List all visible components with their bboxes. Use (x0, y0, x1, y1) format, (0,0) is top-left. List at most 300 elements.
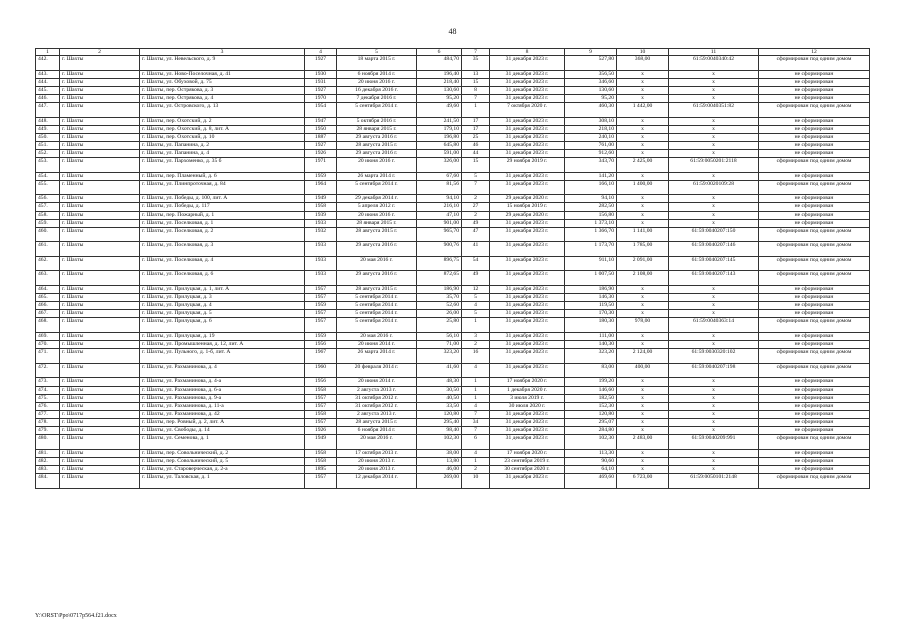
table-cell: 900,76 (417, 242, 462, 257)
table-cell: 15 (462, 158, 490, 173)
table-cell: г. Шахты, ул. Рахманинова, д. 42 (140, 410, 305, 418)
table-cell: 5 сентября 2014 г. (337, 310, 417, 318)
table-cell: сформирован под одним домом (759, 56, 870, 71)
table-cell: 61:59:0040207:150 (669, 227, 759, 242)
table-cell: 2 (462, 211, 490, 219)
table-cell: 28 августа 2015 г. (337, 141, 417, 149)
table-cell: 16 (462, 349, 490, 364)
table-cell: 61:59:0040207:143 (669, 271, 759, 286)
table-cell: г. Шахты, ул. Пульного, д. 1-б, лит. А (140, 349, 305, 364)
table-cell: 1956 (305, 341, 337, 349)
table-cell: 1 173,70 (565, 242, 617, 257)
table-cell: не сформирован (759, 426, 870, 434)
table-cell: x (617, 70, 669, 78)
table-cell: не сформирован (759, 394, 870, 402)
table-cell: 1 400,00 (617, 180, 669, 195)
table-cell: x (617, 310, 669, 318)
table-cell: г. Шахты, ул. Прилуцкая, д. 3 (140, 294, 305, 302)
table-cell: 911,10 (565, 256, 617, 271)
table-cell: 113,30 (565, 449, 617, 457)
table-cell: 12 декабря 2014 г. (337, 473, 417, 488)
table-cell: 4 (462, 363, 490, 378)
table-cell: x (669, 78, 759, 86)
table-cell: 28 августа 2015 г. (337, 286, 417, 294)
table-cell: 199,20 (565, 378, 617, 386)
table-cell: 120,80 (565, 410, 617, 418)
table-cell: 1964 (305, 180, 337, 195)
table-cell: 484,70 (417, 56, 462, 71)
table-cell: 463. (36, 271, 60, 286)
table-cell: сформирован под одним домом (759, 256, 870, 271)
table-cell: сформирован под одним домом (759, 473, 870, 488)
table-cell: 1 (462, 318, 490, 333)
table-row (36, 349, 870, 364)
table-cell: не сформирован (759, 125, 870, 133)
table-cell: 31 декабря 2023 г. (490, 271, 565, 286)
table-cell: не сформирован (759, 133, 870, 141)
table-cell: 454. (36, 172, 60, 180)
table-row (36, 141, 870, 149)
table-row (36, 310, 870, 318)
table-cell: x (617, 149, 669, 157)
table-cell: 146,60 (565, 386, 617, 394)
table-cell: 26 марта 2014 г. (337, 349, 417, 364)
table-cell: 61:59:0050101:2148 (669, 473, 759, 488)
table-cell: 240,10 (565, 133, 617, 141)
table-cell: 31 декабря 2023 г. (490, 349, 565, 364)
table-cell: x (617, 386, 669, 394)
table-cell: г. Шахты, ул. Обуховой, д. 75 (140, 78, 305, 86)
table-cell: x (617, 195, 669, 203)
table-cell: г. Шахты (60, 349, 140, 364)
table-cell: г. Шахты, ул. Прилуцкая, д. 1, лит. А (140, 286, 305, 294)
table-cell: г. Шахты (60, 418, 140, 426)
table-cell: г. Шахты, ул. Рахманинова, д. 4 (140, 363, 305, 378)
table-row (36, 341, 870, 349)
table-cell: 31 декабря 2023 г. (490, 426, 565, 434)
table-cell: x (617, 394, 669, 402)
table-cell: г. Шахты, ул. Прилуцкая, д. 19 (140, 333, 305, 341)
table-cell: г. Шахты (60, 378, 140, 386)
table-cell: 978,00 (617, 318, 669, 333)
table-cell: 40,50 (417, 394, 462, 402)
table-cell: 7 (462, 180, 490, 195)
table-cell: x (669, 219, 759, 227)
table-cell: 31 декабря 2023 г. (490, 133, 565, 141)
table-cell: 1959 (305, 172, 337, 180)
table-cell: г. Шахты (60, 70, 140, 78)
table-cell: 35 (462, 56, 490, 71)
table-cell: г. Шахты (60, 125, 140, 133)
table-cell: x (669, 341, 759, 349)
table-cell: не сформирован (759, 333, 870, 341)
table-cell: 5 сентября 2014 г. (337, 102, 417, 117)
table-cell: г. Шахты (60, 211, 140, 219)
table-cell: 7 декабря 2016 г. (337, 94, 417, 102)
table-cell: 470. (36, 341, 60, 349)
table-cell: 30,50 (417, 386, 462, 394)
table-cell: 29 августа 2016 г. (337, 149, 417, 157)
table-cell: x (669, 302, 759, 310)
table-cell: сформирован под одним домом (759, 102, 870, 117)
table-cell: 15 ноября 2019 г. (490, 203, 565, 211)
column-header: 5 (337, 49, 417, 56)
table-cell: x (669, 310, 759, 318)
table-cell: 25,80 (417, 318, 462, 333)
table-cell: 54 (462, 256, 490, 271)
table-cell: 1957 (305, 318, 337, 333)
table-cell: не сформирован (759, 341, 870, 349)
table-row (36, 410, 870, 418)
table-cell: 1950 (305, 125, 337, 133)
table-cell: 1958 (305, 386, 337, 394)
table-cell: не сформирован (759, 294, 870, 302)
table-cell: 17 (462, 125, 490, 133)
table-cell: сформирован под одним домом (759, 227, 870, 242)
table-cell: x (669, 195, 759, 203)
table-cell: 7 (462, 94, 490, 102)
table-row (36, 256, 870, 271)
table-cell: 12 (462, 286, 490, 294)
table-row (36, 386, 870, 394)
table-cell: x (617, 426, 669, 434)
table-cell: 20 июня 2013 г. (337, 465, 417, 473)
table-cell: 15 (462, 78, 490, 86)
table-cell: x (669, 449, 759, 457)
table-cell: г. Шахты, ул. Рахманинова, д. 4-а (140, 378, 305, 386)
table-cell: г. Шахты, ул. Прилуцкая, д. 5 (140, 310, 305, 318)
table-cell: 451. (36, 141, 60, 149)
table-row (36, 149, 870, 157)
table-cell: 1967 (305, 349, 337, 364)
table-cell: 31 декабря 2023 г. (490, 86, 565, 94)
table-cell: 6 723,00 (617, 473, 669, 488)
table-cell: 1 785,00 (617, 242, 669, 257)
table-row (36, 219, 870, 227)
table-cell: 465. (36, 294, 60, 302)
table-cell: 61:59:0040207:146 (669, 242, 759, 257)
table-cell: г. Шахты (60, 363, 140, 378)
table-cell: г. Шахты, ул. Рахманинова, д. 6-а (140, 386, 305, 394)
table-cell: 13 (462, 70, 490, 78)
table-cell: г. Шахты (60, 271, 140, 286)
table-cell: 186,90 (417, 286, 462, 294)
table-cell: 1887 (305, 133, 337, 141)
table-cell: 218,10 (565, 125, 617, 133)
table-cell: 1 (462, 386, 490, 394)
table-row (36, 158, 870, 173)
table-cell: сформирован под одним домом (759, 158, 870, 173)
table-cell: г. Шахты, ул. Плинпроточная, д. 84 (140, 180, 305, 195)
table-cell: x (617, 219, 669, 227)
table-cell: 308,10 (565, 117, 617, 125)
column-header: 10 (617, 49, 669, 56)
table-cell: 25 (462, 133, 490, 141)
table-cell: 460,30 (565, 102, 617, 117)
table-cell: 1957 (305, 310, 337, 318)
table-cell: 1957 (305, 394, 337, 402)
table-cell: 31 декабря 2023 г. (490, 141, 565, 149)
table-cell: 61:59:0040363:14 (669, 318, 759, 333)
table-cell: x (617, 341, 669, 349)
table-cell: 47,10 (417, 211, 462, 219)
table-cell: г. Шахты, пер. Совольничеcкий, д. 2 (140, 449, 305, 457)
table-cell: 282,50 (565, 203, 617, 211)
table-cell: 30 сентября 2020 г. (490, 465, 565, 473)
table-cell: x (669, 426, 759, 434)
table-cell: 29 августа 2016 г. (337, 133, 417, 141)
table-cell: 1927 (305, 86, 337, 94)
table-cell: 2 425,00 (617, 158, 669, 173)
table-cell: г. Шахты (60, 117, 140, 125)
table-cell: 5 сентября 2014 г. (337, 294, 417, 302)
table-cell: 965,70 (417, 227, 462, 242)
table-cell: x (669, 117, 759, 125)
table-row (36, 435, 870, 450)
table-cell: 448. (36, 117, 60, 125)
table-row (36, 203, 870, 211)
table-cell: 343,70 (565, 158, 617, 173)
table-cell: г. Шахты (60, 180, 140, 195)
table-cell: x (669, 86, 759, 94)
table-cell: 29 декабря 2020 г. (490, 211, 565, 219)
table-cell: 31 декабря 2023 г. (490, 418, 565, 426)
table-row (36, 394, 870, 402)
table-cell: 1927 (305, 56, 337, 71)
table-cell: 1 (462, 378, 490, 386)
table-cell: 130,60 (565, 86, 617, 94)
table-cell: сформирован под одним домом (759, 271, 870, 286)
table-cell: 443. (36, 70, 60, 78)
table-cell: 1949 (305, 435, 337, 450)
table-cell: 483. (36, 465, 60, 473)
table-cell: 61:59:0030320:102 (669, 349, 759, 364)
table-cell: 102,30 (565, 435, 617, 450)
table-cell: не сформирован (759, 286, 870, 294)
table-cell: 453. (36, 158, 60, 173)
table-cell: 469. (36, 333, 60, 341)
table-cell: 17 октября 2013 г. (337, 449, 417, 457)
table-row (36, 102, 870, 117)
table-cell: г. Шахты (60, 242, 140, 257)
table-cell: 1895 (305, 465, 337, 473)
table-cell: не сформирован (759, 402, 870, 410)
table-cell: 30 июля 2020 г. (490, 402, 565, 410)
table-cell: не сформирован (759, 310, 870, 318)
column-header: 6 (417, 49, 462, 56)
table-cell: г. Шахты, ул. Поселковая, д. 6 (140, 271, 305, 286)
table-cell: 61:59:0040340:42 (669, 56, 759, 71)
table-cell: x (669, 94, 759, 102)
table-cell: 17 ноября 2020 г. (490, 449, 565, 457)
table-row (36, 378, 870, 386)
table-cell: сформирован под одним домом (759, 242, 870, 257)
column-header: 4 (305, 49, 337, 56)
table-cell: 141,20 (565, 172, 617, 180)
table-cell: x (617, 211, 669, 219)
table-cell: 20 мая 2016 г. (337, 435, 417, 450)
table-cell: 94,10 (565, 195, 617, 203)
table-cell: 31 декабря 2023 г. (490, 219, 565, 227)
table-cell: г. Шахты, ул. Поселковая, д. 1 (140, 219, 305, 227)
table-cell: 170,30 (565, 310, 617, 318)
table-cell: 481. (36, 449, 60, 457)
table-cell: сформирован под одним домом (759, 363, 870, 378)
table-cell: 449. (36, 125, 60, 133)
table-cell: 20 июня 2016 г. (337, 211, 417, 219)
table-cell: сформирован под одним домом (759, 180, 870, 195)
table-cell: 5 сентября 2014 г. (337, 302, 417, 310)
table-cell: x (669, 294, 759, 302)
table-cell: x (617, 378, 669, 386)
table-cell: 1 007,50 (565, 271, 617, 286)
table-cell: 400,00 (617, 363, 669, 378)
table-cell: 446. (36, 94, 60, 102)
table-cell: 1959 (305, 333, 337, 341)
table-cell: не сформирован (759, 149, 870, 157)
table-cell: 6 ноября 2014 г. (337, 70, 417, 78)
column-header: 12 (759, 49, 870, 56)
table-cell: 527,80 (565, 56, 617, 71)
table-cell: г. Шахты, ул. Папанина, д. 2 (140, 141, 305, 149)
table-cell: 31 декабря 2023 г. (490, 94, 565, 102)
column-header: 2 (60, 49, 140, 56)
table-cell: не сформирован (759, 449, 870, 457)
table-cell: 20 июня 2014 г. (337, 341, 417, 349)
table-cell: 29 декабря 2014 г. (337, 195, 417, 203)
table-cell: 46,00 (417, 465, 462, 473)
table-cell: 471. (36, 349, 60, 364)
table-cell: 1927 (305, 141, 337, 149)
table-cell: 1958 (305, 449, 337, 457)
table-cell: г. Шахты (60, 203, 140, 211)
table-row (36, 180, 870, 195)
table-cell: x (617, 294, 669, 302)
table-cell: г. Шахты, ул. Победы, д. 100, лит. А (140, 195, 305, 203)
table-cell: 1 декабря 2020 г. (490, 386, 565, 394)
table-cell: 31 декабря 2023 г. (490, 149, 565, 157)
table-cell: 368,00 (617, 56, 669, 71)
table-cell: 1926 (305, 426, 337, 434)
table-cell: 2 (462, 465, 490, 473)
table-cell: 1 141,00 (617, 227, 669, 242)
table-row (36, 302, 870, 310)
table-cell: 31 декабря 2023 г. (490, 180, 565, 195)
table-cell: 479. (36, 426, 60, 434)
table-cell: 459. (36, 219, 60, 227)
table-cell: г. Шахты (60, 158, 140, 173)
table-cell: x (617, 172, 669, 180)
table-cell: 460. (36, 227, 60, 242)
table-row (36, 195, 870, 203)
table-cell: 71,00 (417, 341, 462, 349)
table-cell: не сформирован (759, 302, 870, 310)
table-cell: 1958 (305, 203, 337, 211)
table-row (36, 457, 870, 465)
table-cell: 1954 (305, 102, 337, 117)
table-cell: 1958 (305, 457, 337, 465)
table-cell: г. Шахты (60, 102, 140, 117)
table-row (36, 242, 870, 257)
table-cell: 456. (36, 195, 60, 203)
table-cell: сформирован под одним домом (759, 435, 870, 450)
table-cell: 2 124,00 (617, 349, 669, 364)
table-cell: 1 442,00 (617, 102, 669, 117)
table-cell: не сформирован (759, 465, 870, 473)
file-path-footer: Y:\ORST\Ppo\0717p564.f21.docx (35, 613, 117, 619)
table-cell: 1 366,70 (565, 227, 617, 242)
table-cell: x (617, 141, 669, 149)
table-cell: 474. (36, 386, 60, 394)
table-cell: г. Шахты, ул. Прилуцкая, д. 4 (140, 302, 305, 310)
table-cell: x (669, 394, 759, 402)
table-cell: 47 (462, 227, 490, 242)
table-cell: 61:59:0040209:991 (669, 435, 759, 450)
table-cell: 20 февраля 2014 г. (337, 363, 417, 378)
table-cell: 1958 (305, 410, 337, 418)
table-cell: г. Шахты (60, 172, 140, 180)
table-cell: 29 августа 2016 г. (337, 271, 417, 286)
table-cell: 20 мая 2016 г. (337, 333, 417, 341)
table-cell: г. Шахты (60, 426, 140, 434)
table-cell: x (617, 402, 669, 410)
table-cell: г. Шахты (60, 133, 140, 141)
table-cell: г. Шахты, ул. Семенова, д. 1 (140, 435, 305, 450)
table-cell: 5 сентября 2014 г. (337, 180, 417, 195)
table-cell: 442. (36, 56, 60, 71)
table-cell: г. Шахты (60, 465, 140, 473)
table-cell: 61:59:0040207:198 (669, 363, 759, 378)
table-cell: 83,00 (565, 363, 617, 378)
table-cell: x (669, 402, 759, 410)
table-cell: 61:59:0020109:28 (669, 180, 759, 195)
table-cell: 458. (36, 211, 60, 219)
table-cell: 33,50 (417, 402, 462, 410)
table-cell: 462. (36, 256, 60, 271)
table-cell: г. Шахты, ул. Староверческая, д. 2-а (140, 465, 305, 473)
table-cell: 17 (462, 117, 490, 125)
table-cell: г. Шахты, ул. Ново-Поселочная, д. 41 (140, 70, 305, 78)
table-cell: г. Шахты (60, 286, 140, 294)
table-cell: не сформирован (759, 117, 870, 125)
table-cell: 120,80 (417, 410, 462, 418)
table-cell: 31 декабря 2023 г. (490, 286, 565, 294)
table-cell: г. Шахты, ул. Поселковая, д. 2 (140, 227, 305, 242)
table-cell: 6 ноября 2014 г. (337, 426, 417, 434)
table-cell: 1957 (305, 402, 337, 410)
table-cell: 2 августа 2013 г. (337, 386, 417, 394)
table-cell: 1933 (305, 256, 337, 271)
table-cell: 1930 (305, 70, 337, 78)
table-cell: 31 декабря 2023 г. (490, 310, 565, 318)
table-cell: г. Шахты (60, 410, 140, 418)
table-cell: 645,80 (417, 141, 462, 149)
table-cell: 1956 (305, 378, 337, 386)
table-cell: x (669, 457, 759, 465)
table-cell: 35,70 (417, 294, 462, 302)
table-cell: г. Шахты, ул. Промышленная, д. 12, лит. А (140, 341, 305, 349)
table-cell: г. Шахты, ул. Рахманинова, д. 11-а (140, 402, 305, 410)
table-cell: не сформирован (759, 94, 870, 102)
table-cell: 3 июля 2019 г. (490, 394, 565, 402)
table-cell: г. Шахты (60, 141, 140, 149)
table-cell: x (617, 286, 669, 294)
table-cell: не сформирован (759, 70, 870, 78)
table-row (36, 125, 870, 133)
table-cell: г. Шахты, ул. Папанина, д. 4 (140, 149, 305, 157)
table-cell: 4 (462, 302, 490, 310)
table-cell: 5 сентября 2014 г. (337, 318, 417, 333)
